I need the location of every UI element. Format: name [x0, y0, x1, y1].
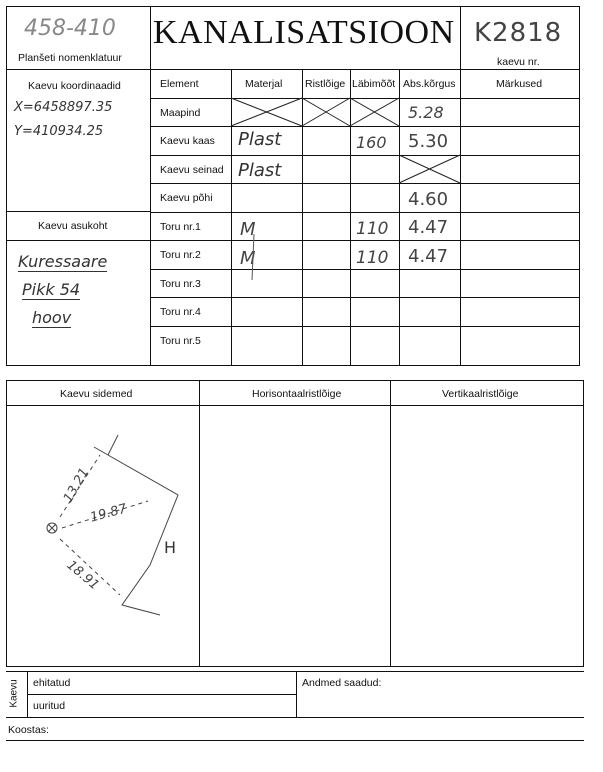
page-title: KANALISATSIOON: [153, 14, 455, 51]
footer-side-label: Kaevu: [8, 679, 20, 708]
footer-built-label: ehitatud: [33, 677, 71, 689]
footer-top-line: [6, 671, 584, 672]
cell-materjal-toru-1: M: [240, 219, 256, 240]
col-header-abs-korgus: Abs.kõrgus: [403, 78, 456, 90]
cell-materjal-kaas: Plast: [238, 129, 282, 150]
cell-labimoot-toru-1: 110: [356, 219, 389, 239]
sketch-distance-1: 13.21: [60, 465, 93, 506]
col-header-materjal: Materjal: [245, 78, 283, 90]
footer-center-divider: [296, 671, 297, 717]
sketch-distance-2: 19.87: [88, 501, 129, 526]
sketch-distance-3: 18.91: [63, 557, 102, 594]
well-tie-sketch: [0, 405, 200, 665]
footer-compiled-label: Koostas:: [8, 724, 49, 736]
location-label: Kaevu asukoht: [38, 220, 108, 232]
footer-data-received-label: Andmed saadud:: [302, 677, 382, 689]
cell-labimoot-toru-2: 110: [356, 248, 389, 268]
section-horizontal-label: Horisontaalristlõige: [252, 388, 342, 400]
row-label-kaevu-pohi: Kaevu põhi: [160, 192, 213, 204]
coordinates-label: Kaevu koordinaadid: [28, 80, 121, 92]
row-label-maapind: Maapind: [160, 107, 201, 119]
cell-abs-pohi: 4.60: [408, 189, 449, 210]
cell-materjal-toru-2: M: [240, 248, 256, 269]
location-line-1: Kuressaare: [18, 252, 108, 271]
cell-abs-toru-1: 4.47: [408, 217, 449, 238]
sheet-number-handwritten: 458-410: [24, 16, 116, 41]
footer-mid-line: [27, 694, 296, 695]
row-label-toru-3: Toru nr.3: [160, 278, 201, 290]
footer-bottom-line: [6, 717, 584, 718]
location-line-3: hoov: [32, 308, 72, 327]
section-divider-2: [390, 380, 391, 667]
footer-examined-label: uuritud: [33, 700, 66, 712]
sketch-building-label: H: [164, 538, 177, 557]
coordinate-y: Y=410934.25: [14, 124, 104, 139]
col-header-element: Element: [160, 78, 199, 90]
well-number-label: kaevu nr.: [497, 56, 540, 68]
col-header-markused: Märkused: [496, 78, 543, 90]
section-ties-label: Kaevu sidemed: [60, 388, 133, 400]
col-header-labimoot: Läbimõõt: [352, 78, 396, 90]
cell-labimoot-kaas: 160: [356, 133, 387, 152]
cell-abs-maapind: 5.28: [408, 103, 444, 122]
row-label-toru-1: Toru nr.1: [160, 221, 201, 233]
footer-sign-line: [6, 740, 584, 741]
row-label-kaevu-seinad: Kaevu seinad: [160, 164, 224, 176]
row-label-toru-2: Toru nr.2: [160, 249, 201, 261]
well-number-handwritten: K2818: [474, 18, 563, 48]
footer-side-divider: [27, 671, 28, 717]
sheet-label: Planšeti nomenklatuur: [18, 52, 122, 64]
crossed-cells: [0, 0, 603, 370]
row-label-toru-4: Toru nr.4: [160, 306, 201, 318]
row-label-kaevu-kaas: Kaevu kaas: [160, 135, 215, 147]
cell-materjal-seinad: Plast: [238, 160, 282, 181]
row-label-toru-5: Toru nr.5: [160, 335, 201, 347]
cell-abs-kaas: 5.30: [408, 131, 449, 152]
section-vertical-label: Vertikaalristlõige: [442, 388, 519, 400]
coordinate-x: X=6458897.35: [14, 100, 113, 115]
col-header-ristloige: Ristlõige: [305, 78, 346, 90]
location-line-2: Pikk 54: [22, 280, 81, 299]
cell-abs-toru-2: 4.47: [408, 246, 449, 267]
